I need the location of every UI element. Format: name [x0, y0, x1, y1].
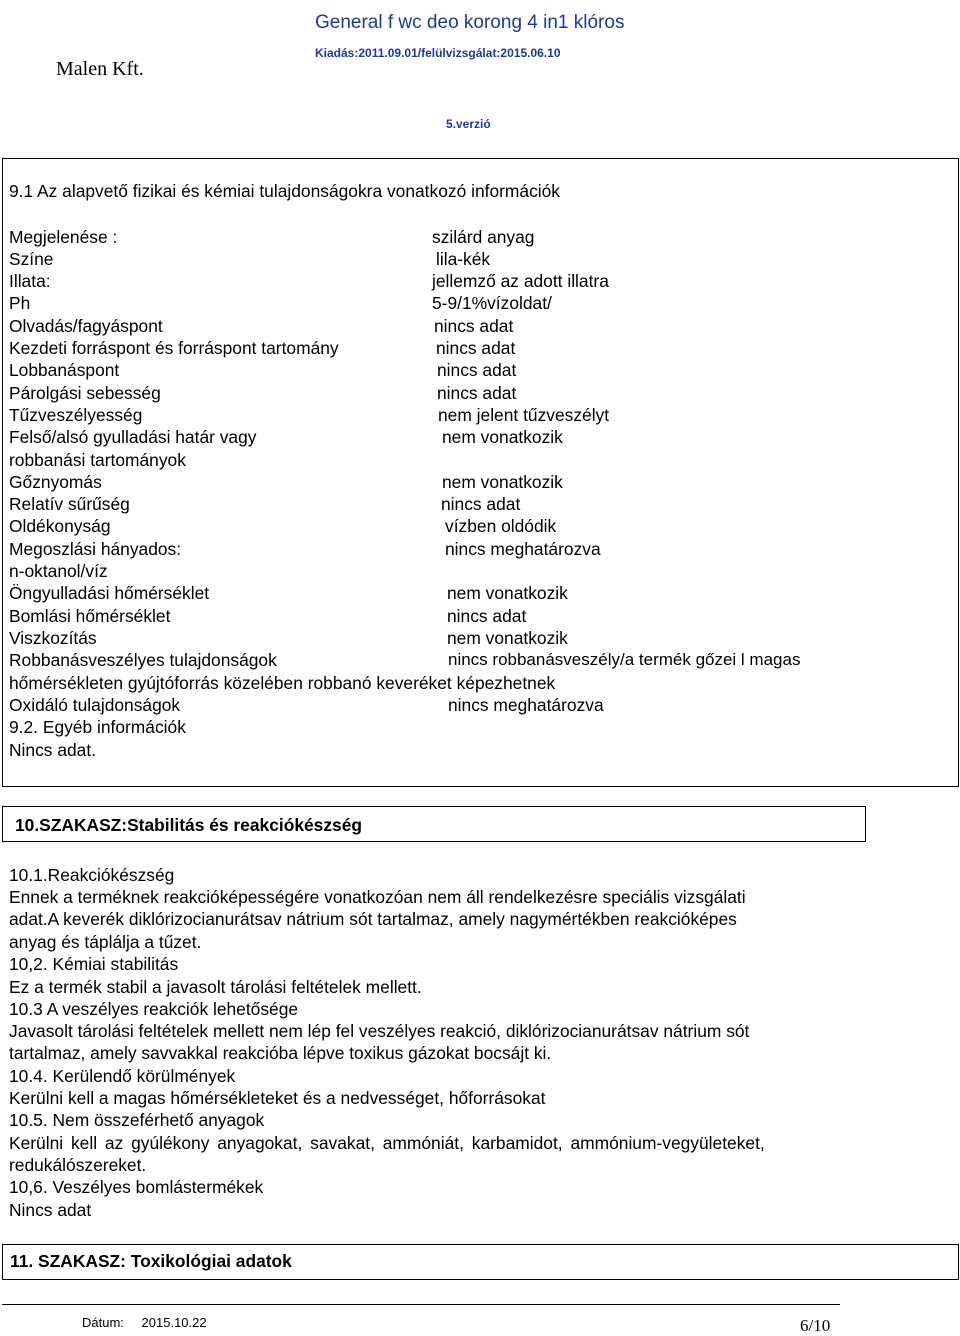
footer-date — [82, 1315, 207, 1330]
prop-value: 5-9/1%vízoldat/ — [432, 293, 552, 313]
prop-label: Oldékonyság — [9, 516, 111, 536]
prop-value: szilárd anyag — [432, 227, 535, 247]
prop-label: Ph — [9, 293, 31, 313]
prop-value: nincs adat — [434, 316, 514, 336]
section-10-line: Nincs adat — [9, 1200, 92, 1220]
prop-value: nem jelent tűzveszélyt — [438, 405, 610, 425]
prop-value: nincs adat — [437, 360, 517, 380]
section-10-heading-text: 10.SZAKASZ:Stabilitás és reakciókészség — [15, 815, 362, 835]
prop-value: nincs adat — [436, 338, 516, 358]
prop-label: Olvadás/fagyáspont — [9, 316, 163, 336]
section-9-heading: 9.1 Az alapvető fizikai és kémiai tulajdonságokra vonatkozó információk — [9, 181, 560, 201]
prop-label: Tűzveszélyesség — [9, 405, 143, 425]
prop-value: nincs adat — [447, 606, 527, 626]
prop-label: Gőznyomás — [9, 472, 102, 492]
prop-value: nem vonatkozik — [442, 427, 563, 447]
issue-info: Kiadás:2011.09.01/felülvizsgálat:2015.06.10 — [315, 46, 561, 60]
prop-value: nincs adat — [441, 494, 521, 514]
footer-date-label: Dátum: — [82, 1315, 124, 1330]
prop-label: Megoszlási hányados: — [9, 539, 182, 559]
prop-value: vízben oldódik — [445, 516, 557, 536]
section-10-line: 10.1.Reakciókészség — [9, 865, 175, 885]
prop-value: lila-kék — [436, 249, 491, 269]
section-10-line: Kerülni kell a magas hőmérsékleteket és a nedvességet, hőforrásokat — [9, 1088, 546, 1108]
prop-value: nincs robbanásveszély/a termék gőzei l magas — [448, 650, 801, 669]
company-name: Malen Kft. — [56, 58, 144, 80]
prop-value: jellemző az adott illatra — [432, 271, 609, 291]
prop-label: Kezdeti forráspont és forráspont tartomány — [9, 338, 339, 358]
prop-value: nincs meghatározva — [445, 539, 601, 559]
section-10-line: 10.4. Kerülendő körülmények — [9, 1066, 236, 1086]
footer-divider — [2, 1304, 840, 1305]
section-10-line: adat.A keverék diklórizocianurátsav nátrium sót tartalmaz, amely nagymértékben reakcióképes — [9, 909, 737, 929]
section-10-line: 10.5. Nem összeférhető anyagok — [9, 1110, 265, 1130]
prop-label: Relatív sűrűség — [9, 494, 130, 514]
prop-label: hőmérsékleten gyújtóforrás közelében robbanó keveréket képezhetnek — [9, 673, 556, 693]
page-number: 6/10 — [800, 1316, 831, 1335]
prop-label: Viszkozítás — [9, 628, 97, 648]
section-10-line: 10.3 A veszélyes reakciók lehetősége — [9, 999, 299, 1019]
footer-date-value: 2015.10.22 — [141, 1315, 207, 1330]
section-10-heading — [2, 806, 866, 842]
section-10-line: 10,2. Kémiai stabilitás — [9, 954, 179, 974]
prop-label: Felső/alsó gyulladási határ vagy — [9, 427, 257, 447]
section-10-line: Ennek a terméknek reakcióképességére vonatkozóan nem áll rendelkezésre speciális vizsgálati — [9, 887, 746, 907]
prop-value: nincs adat — [437, 383, 517, 403]
section-10-line: anyag és táplálja a tűzet. — [9, 932, 202, 952]
subsection-9-2-heading: 9.2. Egyéb információk — [9, 717, 186, 737]
prop-value: nem vonatkozik — [447, 628, 568, 648]
prop-label: Oxidáló tulajdonságok — [9, 695, 181, 715]
section-10-line: Kerülni kell az gyúlékony anyagokat, savakat, ammóniát, karbamidot, ammónium-vegyületeket, — [9, 1133, 765, 1153]
section-10-line: Javasolt tárolási feltételek mellett nem lép fel veszélyes reakció, diklórizocianurátsav nátrium sót — [9, 1021, 750, 1041]
prop-value: nem vonatkozik — [447, 583, 568, 603]
version-label: 5.verzió — [446, 117, 491, 131]
section-11-heading — [2, 1244, 959, 1280]
prop-label: Illata: — [9, 271, 51, 291]
subsection-9-2-text: Nincs adat. — [9, 740, 96, 760]
prop-label: robbanási tartományok — [9, 450, 186, 470]
prop-label: Megjelenése : — [9, 227, 118, 247]
prop-label: Robbanásveszélyes tulajdonságok — [9, 650, 277, 670]
section-10-line: redukálószereket. — [9, 1155, 147, 1175]
prop-label: n-oktanol/víz — [9, 561, 108, 581]
section-10-line: 10,6. Veszélyes bomlástermékek — [9, 1177, 264, 1197]
prop-label: Bomlási hőmérséklet — [9, 606, 171, 626]
prop-label: Párolgási sebesség — [9, 383, 161, 403]
document-title: General f wc deo korong 4 in1 klóros — [315, 12, 625, 33]
prop-label: Öngyulladási hőmérséklet — [9, 583, 210, 603]
prop-label: Lobbanáspont — [9, 360, 120, 380]
section-11-heading-text: 11. SZAKASZ: Toxikológiai adatok — [10, 1251, 292, 1271]
section-10-line: tartalmaz, amely savvakkal reakcióba lépve toxikus gázokat bocsájt ki. — [9, 1043, 552, 1063]
prop-value: nincs meghatározva — [448, 695, 604, 715]
prop-label: Színe — [9, 249, 54, 269]
section-10-line: Ez a termék stabil a javasolt tárolási feltételek mellett. — [9, 977, 422, 997]
prop-value: nem vonatkozik — [442, 472, 563, 492]
